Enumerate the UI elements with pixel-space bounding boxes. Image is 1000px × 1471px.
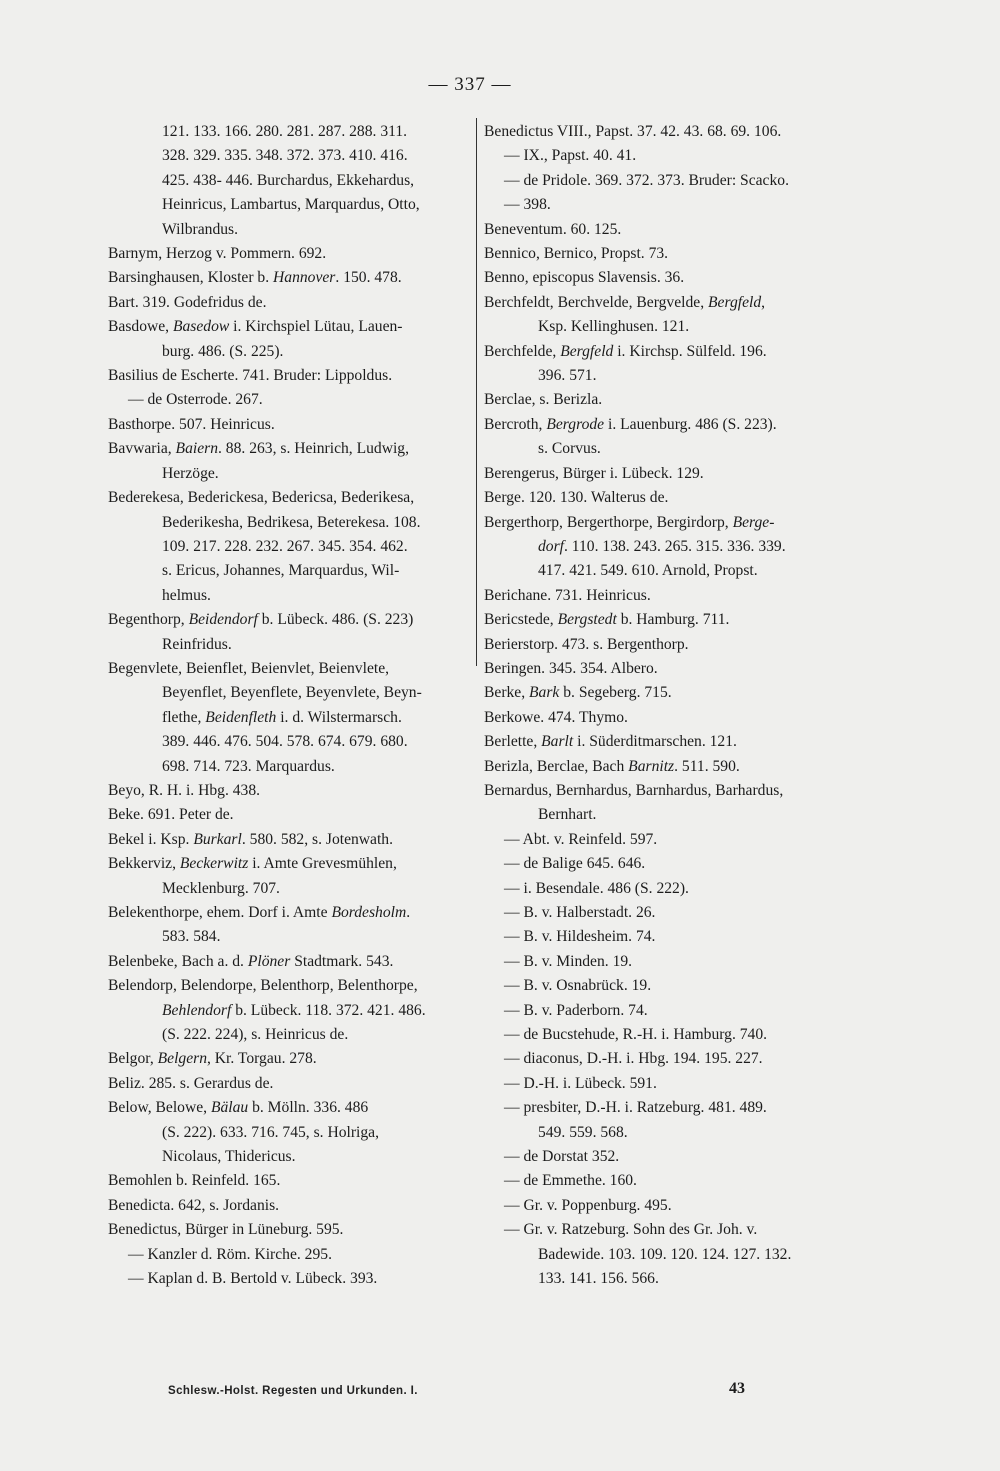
index-line: Benedicta. 642, s. Jordanis. (108, 1196, 280, 1214)
index-line: Bederikesha, Bedrikesa, Beterekesa. 108. (162, 513, 421, 531)
index-line: Beringen. 345. 354. Albero. (484, 659, 658, 677)
index-line: Wilbrandus. (162, 220, 239, 238)
index-line: — i. Besendale. 486 (S. 222). (504, 879, 689, 897)
index-line: Berge. 120. 130. Walterus de. (484, 489, 669, 507)
index-line: 549. 559. 568. (538, 1123, 628, 1141)
index-line: Below, Belowe, Bälau b. Mölln. 336. 486 (108, 1099, 369, 1117)
index-line: flethe, Beidenfleth i. d. Wilstermarsch. (162, 708, 402, 726)
index-line: burg. 486. (S. 225). (162, 342, 284, 360)
index-line: Heinricus, Lambartus, Marquardus, Otto, (162, 196, 420, 214)
index-line: — Gr. v. Ratzeburg. Sohn des Gr. Joh. v. (504, 1221, 758, 1239)
index-line: Reinfridus. (162, 635, 232, 653)
index-line: Beneventum. 60. 125. (484, 220, 622, 238)
index-line: Begenthorp, Beidendorf b. Lübeck. 486. (S. 223) (108, 611, 414, 629)
index-line: — de Pridole. 369. 372. 373. Bruder: Scacko. (504, 171, 789, 189)
index-line: 396. 571. (538, 367, 597, 385)
index-line: Bericstede, Bergstedt b. Hamburg. 711. (484, 611, 730, 629)
index-line: Berke, Bark b. Segeberg. 715. (484, 684, 672, 702)
index-line: dorf. 110. 138. 243. 265. 315. 336. 339. (538, 537, 786, 555)
index-line: Benedictus, Bürger in Lüneburg. 595. (108, 1221, 344, 1239)
index-line: Berengerus, Bürger i. Lübeck. 129. (484, 464, 704, 482)
index-line: Beyo, R. H. i. Hbg. 438. (108, 781, 261, 799)
footer-publication: Schlesw.-Holst. Regesten und Urkunden. I. (168, 1385, 418, 1397)
index-line: Bekel i. Ksp. Burkarl. 580. 582, s. Jotenwath. (108, 830, 394, 848)
index-line: 425. 438- 446. Burchardus, Ekkehardus, (162, 171, 415, 189)
index-line: — de Emmethe. 160. (504, 1172, 637, 1190)
index-line: Bergerthorp, Bergerthorpe, Bergirdorp, Berge- (484, 513, 775, 531)
index-line: Bart. 319. Godefridus de. (108, 293, 267, 311)
footer-sheet-number: 43 (729, 1380, 745, 1397)
page-number: — 337 — (428, 74, 512, 95)
index-line: Herzöge. (162, 464, 219, 482)
index-line: 698. 714. 723. Marquardus. (162, 757, 335, 775)
index-line: Berkowe. 474. Thymo. (484, 708, 628, 726)
index-line: Berlette, Barlt i. Süderditmarschen. 121. (484, 733, 737, 751)
index-line: — de Dorstat 352. (504, 1148, 620, 1166)
index-line: Basdowe, Basedow i. Kirchspiel Lütau, Lauen- (108, 318, 403, 336)
index-line: Basilius de Escherte. 741. Bruder: Lippoldus. (108, 367, 393, 385)
index-line: — Gr. v. Poppenburg. 495. (504, 1196, 672, 1214)
index-line: Behlendorf b. Lübeck. 118. 372. 421. 486. (162, 1001, 426, 1019)
index-line: Badewide. 103. 109. 120. 124. 127. 132. (538, 1245, 792, 1263)
index-line: — de Osterrode. 267. (128, 391, 263, 409)
index-line: s. Corvus. (538, 440, 601, 458)
index-line: Bernhart. (538, 806, 597, 824)
index-line: — diaconus, D.-H. i. Hbg. 194. 195. 227. (504, 1050, 763, 1068)
index-line: Basthorpe. 507. Heinricus. (108, 415, 275, 433)
index-line: — B. v. Halberstadt. 26. (504, 904, 656, 921)
index-line: — Kanzler d. Röm. Kirche. 295. (128, 1245, 332, 1263)
index-line: Benedictus VIII., Papst. 37. 42. 43. 68. 69. 106. (484, 123, 782, 140)
index-line: Belenbeke, Bach a. d. Plöner Stadtmark. 543. (108, 952, 394, 970)
index-line: — de Bucstehude, R.-H. i. Hamburg. 740. (504, 1026, 768, 1044)
index-line: Berchfeldt, Berchvelde, Bergvelde, Bergfeld, (484, 293, 766, 311)
index-line: Ksp. Kellinghusen. 121. (538, 318, 690, 336)
index-line: — de Balige 645. 646. (504, 855, 646, 873)
index-line: — Kaplan d. B. Bertold v. Lübeck. 393. (128, 1270, 378, 1288)
index-line: — D.-H. i. Lübeck. 591. (504, 1074, 657, 1092)
index-line: — presbiter, D.-H. i. Ratzeburg. 481. 489. (504, 1099, 767, 1117)
index-line: — IX., Papst. 40. 41. (504, 147, 637, 165)
index-line: Barnym, Herzog v. Pommern. 692. (108, 245, 327, 263)
index-line: — B. v. Hildesheim. 74. (504, 928, 656, 946)
index-line: Bekkerviz, Beckerwitz i. Amte Grevesmühlen, (108, 855, 397, 873)
index-line: 389. 446. 476. 504. 578. 674. 679. 680. (162, 733, 408, 751)
index-line: helmus. (162, 586, 211, 604)
index-line: s. Ericus, Johannes, Marquardus, Wil- (162, 562, 400, 580)
index-line: — B. v. Minden. 19. (504, 952, 633, 970)
index-line: Bercroth, Bergrode i. Lauenburg. 486 (S. 223). (484, 415, 777, 433)
index-line: (S. 222). 633. 716. 745, s. Holriga, (162, 1123, 380, 1141)
index-line: Bernardus, Bernhardus, Barnhardus, Barhardus, (484, 781, 784, 799)
index-line: Mecklenburg. 707. (162, 879, 280, 897)
index-line: (S. 222. 224), s. Heinricus de. (162, 1026, 349, 1044)
index-line: Barsinghausen, Kloster b. Hannover. 150. 478. (108, 269, 402, 287)
index-line: 328. 329. 335. 348. 372. 373. 410. 416. (162, 147, 408, 165)
index-line: Belgor, Belgern, Kr. Torgau. 278. (108, 1050, 317, 1068)
index-line: — 398. (504, 196, 551, 214)
index-line: Nicolaus, Thidericus. (162, 1148, 296, 1166)
index-line: Beliz. 285. s. Gerardus de. (108, 1074, 274, 1092)
index-line: Berchfelde, Bergfeld i. Kirchsp. Sülfeld. 196. (484, 342, 767, 360)
index-line: 121. 133. 166. 280. 281. 287. 288. 311. (162, 123, 408, 140)
index-line: 133. 141. 156. 566. (538, 1270, 659, 1288)
index-line: Bemohlen b. Reinfeld. 165. (108, 1172, 281, 1190)
index-line: Begenvlete, Beienflet, Beienvlet, Beienvlete, (108, 659, 390, 677)
index-column-left (108, 120, 470, 1292)
index-line: Berierstorp. 473. s. Bergenthorp. (484, 635, 689, 653)
index-line: Belendorp, Belendorpe, Belenthorp, Belenthorpe, (108, 977, 418, 995)
index-line: 109. 217. 228. 232. 267. 345. 354. 462. (162, 537, 408, 555)
index-line: Berizla, Berclae, Bach Barnitz. 511. 590. (484, 757, 740, 775)
index-line: — B. v. Paderborn. 74. (504, 1001, 648, 1019)
index-line: Bavwaria, Baiern. 88. 263, s. Heinrich, Ludwig, (108, 440, 410, 458)
index-line: Berclae, s. Berizla. (484, 391, 603, 409)
column-divider (476, 118, 477, 666)
index-line: — B. v. Osnabrück. 19. (504, 977, 652, 995)
index-line: Belekenthorpe, ehem. Dorf i. Amte Bordesholm. (108, 904, 411, 921)
index-line: 417. 421. 549. 610. Arnold, Propst. (538, 562, 758, 580)
index-line: 583. 584. (162, 928, 221, 946)
index-line: — Abt. v. Reinfeld. 597. (504, 830, 658, 848)
index-line: Beyenflet, Beyenflete, Beyenvlete, Beyn- (162, 684, 422, 702)
index-line: Benno, episcopus Slavensis. 36. (484, 269, 685, 287)
index-line: Bennico, Bernico, Propst. 73. (484, 245, 669, 263)
index-column-right (484, 120, 846, 1292)
index-line: Beke. 691. Peter de. (108, 806, 234, 824)
index-line: Bederekesa, Bederickesa, Bedericsa, Bederikesa, (108, 489, 415, 507)
index-line: Berichane. 731. Heinricus. (484, 586, 651, 604)
